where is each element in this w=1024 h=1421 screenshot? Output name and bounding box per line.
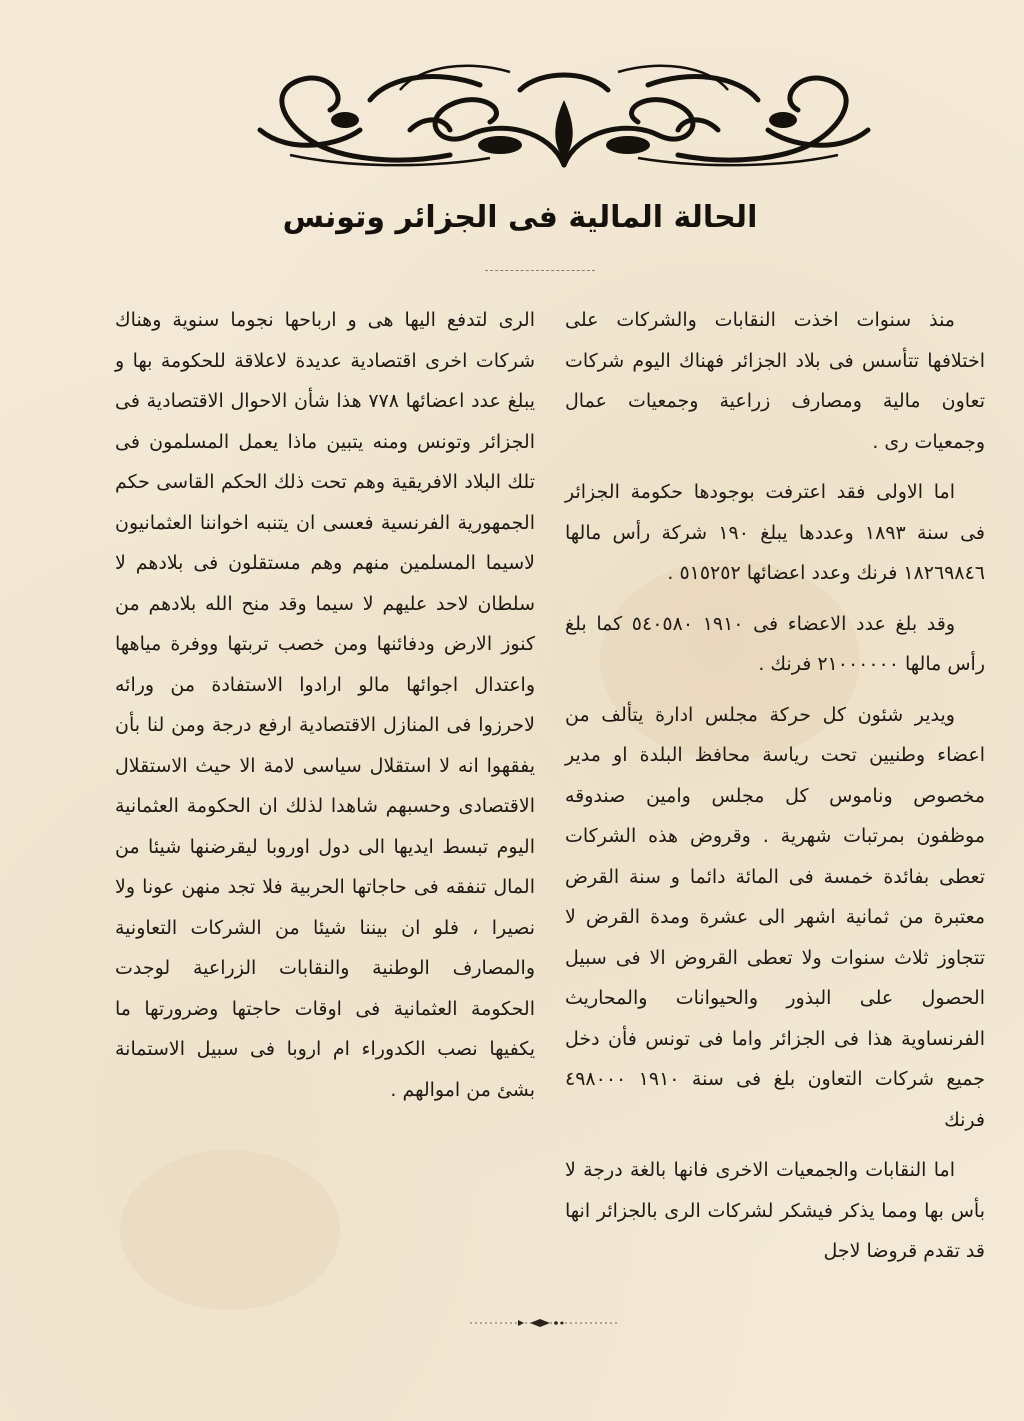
paper-stain [120,1150,340,1310]
paragraph: ويدير شئون كل حركة مجلس ادارة يتألف من اعضاء وطنيين تحت رياسة محافظ البلدة او مدير مخصوص وناموس كل مجلس وامين صندوقه موظفون بمرتبات شهرية . وقروض هذه الشركات تعطى بفائدة خمسة فى المائة دائما و سنة القرض معتبرة من ثمانية اشهر الى عشرة ومدة القرض لا تتجاوز ثلاث سنوات ولا تعطى القروض الا فى سبيل الحصول على البذور والحيوانات والمحاريث الفرنساوية هذا فى الجزائر واما فى تونس فأن دخل جميع شركات التعاون بلغ فى سنة ١٩١٠ ٤٩٨٠٠٠ فرنك [565,703,985,1131]
paragraph: اما الاولى فقد اعترفت بوجودها حكومة الجزائر فى سنة ١٨٩٣ وعددها يبلغ ١٩٠ شركة رأس مالها ١٨٢٦٩٨٤٦ فرنك وعدد اعضائها ٥١٥٢٥٢ . [565,481,985,584]
title-divider [485,270,595,271]
article-title: الحالة المالية فى الجزائر وتونس [282,200,758,235]
end-flourish-icon [470,1316,620,1330]
right-column [565,300,985,1282]
paragraph: منذ سنوات اخذت النقابات والشركات على اختلافها تتأسس فى بلاد الجزائر فهناك اليوم شركات تعاون مالية ومصارف زراعية وجمعيات عمال وجمعيات رى . [565,309,985,453]
header-ornament-icon [250,60,878,170]
paragraph: الرى لتدفع اليها هى و ارباحها نجوما سنوية وهناك شركات اخرى اقتصادية عديدة لاعلاقة للحكومة بها و يبلغ عدد اعضائها ٧٧٨ هذا شأن الاحوال الاقتصادية فى الجزائر وتونس ومنه يتبين ماذا يعمل المسلمون فى تلك البلاد الافريقية وهم تحت ذلك الحكم القاسى حكم الجمهورية الفرنسية فعسى ان يتنبه اخواننا العثمانيون لاسيما المسلمين منهم وهم مستقلون فى بلادهم لا سلطان لاحد عليهم لا سيما وقد منح الله بلادهم من كنوز الارض ودفائنها ومن خصب تربتها ووفرة مياهها واعتدال اجوائها مالو ارادوا الاستفادة من ورائه لاحرزوا فى المنازل الاقتصادية ارفع درجة ومن لنا بأن يفقهوا انه لا استقلال سياسى لامة الا حيث الاستقلال الاقتصادى وحسبهم شاهدا لذلك ان الحكومة العثمانية اليوم تبسط ايديها الى دول اوروبا ليقرضنها شيئا من المال تنفقه فى حاجاتها الحربية فلا تجد منهن عونا ولا نصيرا ، فلو ان بيننا شيئا من الشركات التعاونية والمصارف الوطنية والنقابات الزراعية لوجدت الحكومة العثمانية فى اوقات حاجتها وضرورتها ما يكفيها نصب الكدوراء ام اروبا فى سبيل الاستمانة بشئ من اموالهم . [115,309,535,1101]
paragraph: اما النقابات والجمعيات الاخرى فانها بالغة درجة لا بأس بها ومما يذكر فيشكر لشركات الرى بالجزائر انها قد تقدم قروضا لاجل [565,1159,985,1262]
paragraph: وقد بلغ عدد الاعضاء فى ١٩١٠ ٥٤٠٥٨٠ كما بلغ رأس مالها ٢١٠٠٠٠٠٠ فرنك . [565,612,985,675]
left-column [115,300,535,1120]
